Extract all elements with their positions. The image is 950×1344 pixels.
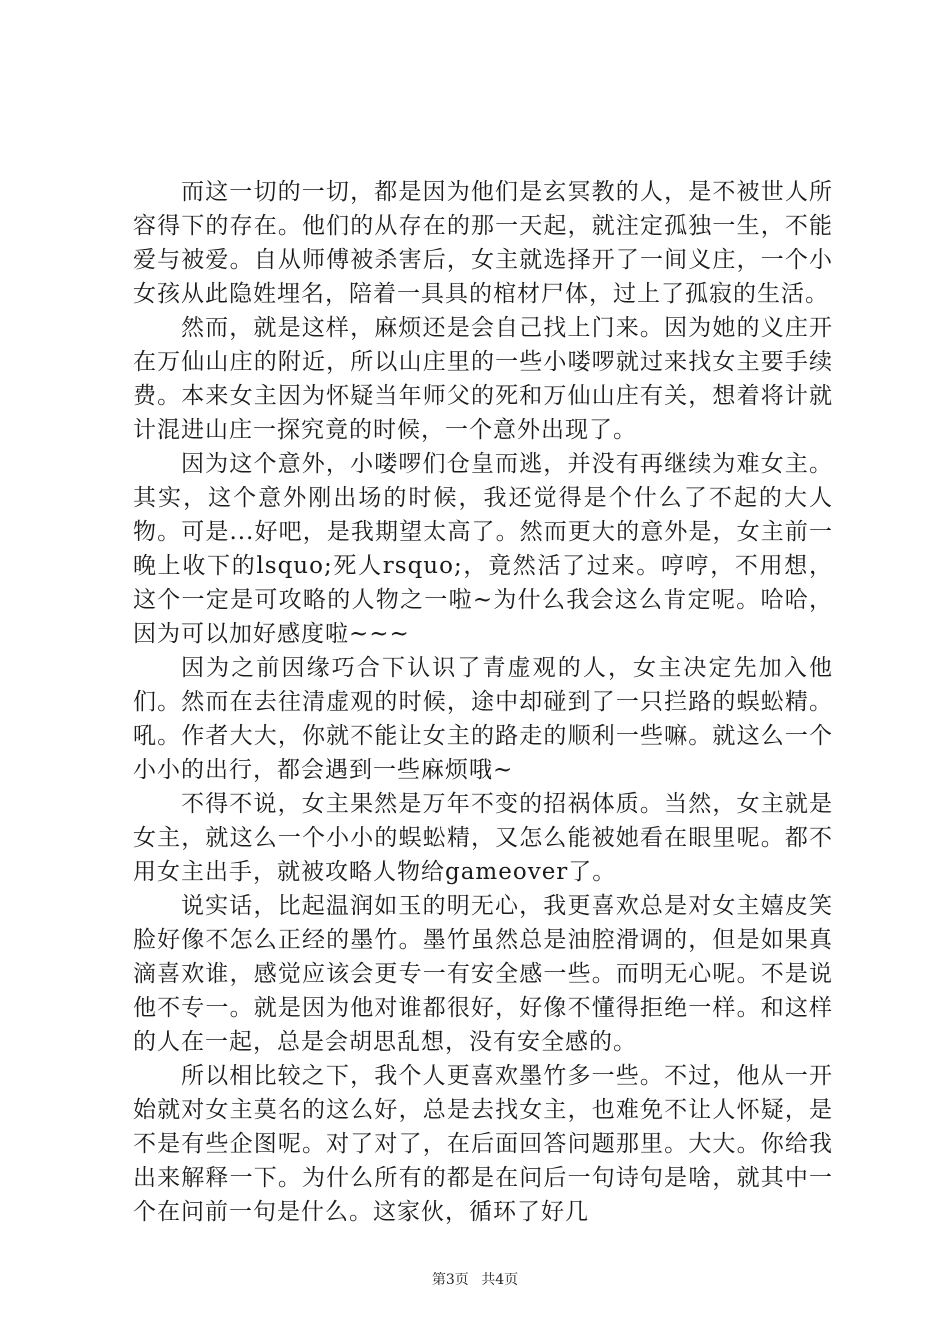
page-footer [0, 1269, 950, 1289]
paragraph: 不得不说，女主果然是万年不变的招祸体质。当然，女主就是女主，就这么一个小小的蜈蚣精，又怎么能被她看在眼里呢。都不用女主出手，就被攻略人物给gameover了。 [133, 791, 833, 885]
paragraph: 因为之前因缘巧合下认识了青虚观的人，女主决定先加入他们。然而在去往清虚观的时候，途中却碰到了一只拦路的蜈蚣精。吼。作者大大，你就不能让女主的路走的顺利一些嘛。就这么一个小小的出行，都会遇到一些麻烦哦~ [133, 655, 833, 783]
paragraph: 所以相比较之下，我个人更喜欢墨竹多一些。不过，他从一开始就对女主莫名的这么好，总是去找女主，也难免不让人怀疑，是不是有些企图呢。对了对了，在后面回答问题那里。大大。你给我出来解释一下。为什么所有的都是在问后一句诗句是啥，就其中一个在问前一句是什么。这家伙，循环了好几 [133, 1063, 833, 1225]
paragraph: 然而，就是这样，麻烦还是会自己找上门来。因为她的义庄开在万仙山庄的附近，所以山庄里的一些小喽啰就过来找女主要手续费。本来女主因为怀疑当年师父的死和万仙山庄有关，想着将计就计混进山庄一探究竟的时候，一个意外出现了。 [133, 315, 833, 443]
paragraph: 因为这个意外，小喽啰们仓皇而逃，并没有再继续为难女主。其实，这个意外刚出场的时候，我还觉得是个什么了不起的大人物。可是...好吧，是我期望太高了。然而更大的意外是，女主前一晚上收下的lsquo;死人rsquo;，竟然活了过来。哼哼，不用想，这个一定是可攻略的人物之一啦~为什么我会这么肯定呢。哈哈，因为可以加好感度啦~~~ [133, 451, 833, 647]
paragraph: 而这一切的一切，都是因为他们是玄冥教的人，是不被世人所容得下的存在。他们的从存在的那一天起，就注定孤独一生，不能爱与被爱。自从师傅被杀害后，女主就选择开了一间义庄，一个小女孩从此隐姓埋名，陪着一具具的棺材尸体，过上了孤寂的生活。 [133, 179, 833, 307]
paragraph: 说实话，比起温润如玉的明无心，我更喜欢总是对女主嬉皮笑脸好像不怎么正经的墨竹。墨竹虽然总是油腔滑调的，但是如果真滴喜欢谁，感觉应该会更专一有安全感一些。而明无心呢。不是说他不专一。就是因为他对谁都很好，好像不懂得拒绝一样。和这样的人在一起，总是会胡思乱想，没有安全感的。 [133, 893, 833, 1055]
document-body [133, 175, 833, 1229]
page-total: 共4页 [481, 1272, 519, 1288]
page-number: 第3页 [431, 1272, 469, 1288]
